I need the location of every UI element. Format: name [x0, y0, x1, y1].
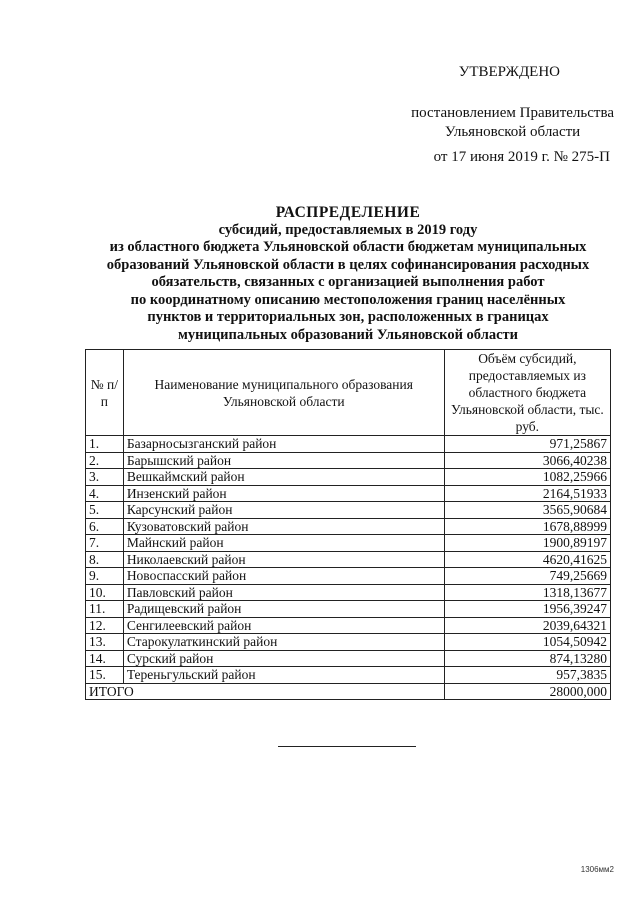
- row-amount: 1900,89197: [444, 535, 610, 552]
- row-number: 13.: [86, 634, 124, 651]
- table-total-row: [86, 683, 611, 700]
- row-name: Павловский район: [123, 584, 444, 601]
- row-number: 8.: [86, 551, 124, 568]
- heading-line: муниципальных образований Ульяновской области: [177, 326, 518, 343]
- table-header-row: [86, 350, 611, 436]
- row-number: 15.: [86, 667, 124, 684]
- table-row: [86, 601, 611, 618]
- row-name: Сурский район: [123, 650, 444, 667]
- row-number: 1.: [86, 436, 124, 453]
- header-number: № п/п: [86, 350, 124, 436]
- heading-line: образований Ульяновской области в целях софинансирования расходных: [106, 256, 590, 273]
- table-row: [86, 436, 611, 453]
- row-number: 10.: [86, 584, 124, 601]
- row-name: Базарносызганский район: [123, 436, 444, 453]
- row-number: 4.: [86, 485, 124, 502]
- row-amount: 2164,51933: [444, 485, 610, 502]
- table-row: [86, 452, 611, 469]
- total-amount: 28000,000: [444, 683, 610, 700]
- table-row: [86, 485, 611, 502]
- heading-line: по координатному описанию местоположения границ населённых: [130, 291, 566, 308]
- subsidy-table: [85, 349, 611, 700]
- row-amount: 2039,64321: [444, 617, 610, 634]
- row-number: 12.: [86, 617, 124, 634]
- document-code: 1306мм2: [580, 865, 614, 874]
- row-name: Инзенский район: [123, 485, 444, 502]
- row-amount: 957,3835: [444, 667, 610, 684]
- approval-authority: [411, 104, 614, 142]
- row-number: 6.: [86, 518, 124, 535]
- row-amount: 874,13280: [444, 650, 610, 667]
- row-number: 14.: [86, 650, 124, 667]
- total-label: ИТОГО: [86, 683, 445, 700]
- heading-line: обязательств, связанных с организацией выполнения работ: [151, 274, 545, 290]
- row-name: Карсунский район: [123, 502, 444, 519]
- table-row: [86, 551, 611, 568]
- row-name: Барышский район: [123, 452, 444, 469]
- row-name: Сенгилеевский район: [123, 617, 444, 634]
- heading-line: из областного бюджета Ульяновской области бюджетам муниципальных: [109, 239, 587, 255]
- document-heading: [88, 204, 608, 344]
- row-number: 2.: [86, 452, 124, 469]
- row-name: Радищевский район: [123, 601, 444, 618]
- row-number: 5.: [86, 502, 124, 519]
- row-name: Кузоватовский район: [123, 518, 444, 535]
- header-amount: Объём субсидий, предоставляемых из областного бюджета Ульяновской области, тыс. руб.: [444, 350, 610, 436]
- header-name: Наименование муниципального образования Ульяновской области: [123, 350, 444, 436]
- approval-date: от 17 июня 2019 г. № 275-П: [433, 149, 610, 165]
- approval-authority-line1: постановлением Правительства: [411, 105, 614, 121]
- heading-line: пунктов и территориальных зон, расположенных в границах: [147, 309, 549, 325]
- row-amount: 1054,50942: [444, 634, 610, 651]
- table-row: [86, 634, 611, 651]
- row-amount: 3565,90684: [444, 502, 610, 519]
- row-number: 3.: [86, 469, 124, 486]
- row-number: 11.: [86, 601, 124, 618]
- table-row: [86, 584, 611, 601]
- table-row: [86, 650, 611, 667]
- row-amount: 1082,25966: [444, 469, 610, 486]
- row-amount: 1956,39247: [444, 601, 610, 618]
- row-amount: 1318,13677: [444, 584, 610, 601]
- table-row: [86, 518, 611, 535]
- approval-authority-line2: Ульяновской области: [444, 124, 581, 140]
- approval-title: УТВЕРЖДЕНО: [458, 64, 560, 80]
- row-amount: 1678,88999: [444, 518, 610, 535]
- row-name: Вешкаймский район: [123, 469, 444, 486]
- row-name: Старокулаткинский район: [123, 634, 444, 651]
- table-row: [86, 568, 611, 585]
- row-amount: 749,25669: [444, 568, 610, 585]
- table-row: [86, 502, 611, 519]
- table-row: [86, 469, 611, 486]
- heading-line: субсидий, предоставляемых в 2019 году: [218, 221, 478, 238]
- table-row: [86, 617, 611, 634]
- row-number: 9.: [86, 568, 124, 585]
- row-name: Тереньгульский район: [123, 667, 444, 684]
- heading-title: РАСПРЕДЕЛЕНИЕ: [275, 204, 421, 221]
- table-row: [86, 535, 611, 552]
- closing-divider: [278, 746, 416, 747]
- row-amount: 971,25867: [444, 436, 610, 453]
- table-row: [86, 667, 611, 684]
- row-name: Новоспасский район: [123, 568, 444, 585]
- row-number: 7.: [86, 535, 124, 552]
- row-name: Николаевский район: [123, 551, 444, 568]
- row-amount: 3066,40238: [444, 452, 610, 469]
- row-amount: 4620,41625: [444, 551, 610, 568]
- row-name: Майнский район: [123, 535, 444, 552]
